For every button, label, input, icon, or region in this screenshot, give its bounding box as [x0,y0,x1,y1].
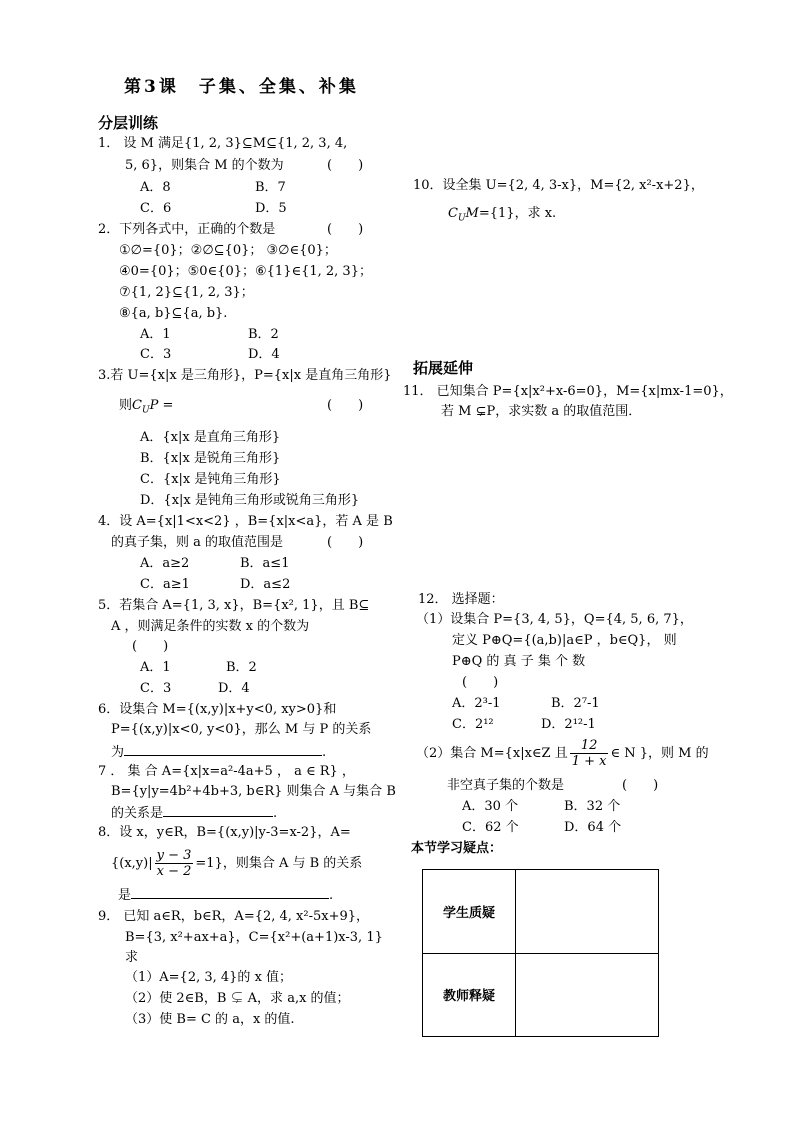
q1-answer-paren: ( ) [327,158,364,173]
q2-line5: ⑧{a, b}⊆{a, b}. [119,306,228,321]
q12-fraction: $\frac{12}{1 + x}$ [571,738,607,769]
q3-option-a: A．{x|x 是直角三角形} [140,430,281,445]
q12-part2-line2: 非空真子集的个数是 [447,778,565,793]
q3-answer-paren: ( ) [327,398,364,413]
q12-part1-paren: ( ) [462,675,499,690]
q9-sub1: （1）A={2, 3, 4}的 x 值； [125,970,293,985]
q9-sub2: （2）使 2∈B，B ⊊ A，求 a,x 的值； [125,991,350,1006]
q3-complement-expr: 则$C_UP$ = [119,398,174,416]
q12-part1-option-d: D．2¹²-1 [541,717,596,732]
section-heading-practice: 分层训练 [98,114,159,132]
student-question-label: 学生质疑 [423,870,516,954]
teacher-answer-label: 教师释疑 [423,953,516,1037]
q12-part2-line1: （2）集合 M={x|x∈Z 且 $\frac{12}{1 + x}$ ∈ N }，则 M 的 [416,738,709,769]
q3-line1: 3.若 U={x|x 是三角形}，P={x|x 是直角三角形} [98,368,392,383]
q1-option-d: D．5 [255,201,287,216]
q8-line2: {(x,y)| $\frac{y - 3}{x - 2}$ =1}，则集合 A 与 B 的关系 [111,848,363,879]
q2-line3: ④0={0}；⑤0∈{0}；⑥{1}∈{1, 2, 3}； [119,264,372,279]
q4-line2: 的真子集，则 a 的取值范围是 [111,535,284,550]
q2-option-c: C．3 [140,347,172,362]
q1-option-b: B．7 [255,180,286,195]
q3-option-c: C．{x|x 是钝角三角形} [140,472,281,487]
section-heading-extend: 拓展延伸 [413,359,474,377]
q4-option-d: D．a≤2 [240,577,291,592]
q1-line1: 1． 设 M 满足{1, 2, 3}⊆M⊆{1, 2, 3, 4, [98,136,348,151]
q12-part1-line2: 定义 P⊕Q={(a,b)|a∈P ，b∈Q}， 则 [452,633,677,648]
q6-line3: 为 . [111,741,326,763]
q5-option-a: A．1 [140,660,171,675]
q5-option-b: B．2 [226,660,257,675]
q12-part1-option-c: C．2¹² [452,717,494,732]
q7-line3: 的关系是 . [111,802,277,824]
q5-line1: 5．若集合 A={1, 3, x}，B={x², 1}，且 B⊆ [98,598,370,613]
q11-line1: 11． 已知集合 P={x|x²+x-6=0}，M={x|mx-1=0}， [403,384,733,399]
q7-line1: 7 ． 集 合 A={x|x=a²-4a+5 ， a ∈ R} ， [98,764,355,779]
q11-line2: 若 M ⊊P，求实数 a 的取值范围． [441,404,642,419]
q5-option-c: C．3 [140,681,172,696]
q9-sub3: （3）使 B= C 的 a，x 的值. [125,1012,295,1027]
teacher-answer-cell[interactable] [516,953,659,1037]
q12-part2-option-c: C．62 个 [462,820,519,835]
q4-line1: 4．设 A={x|1<x<2} ，B={x|x<a}，若 A 是 B [98,514,393,529]
q4-answer-paren: ( ) [327,535,364,550]
q12-heading: 12． 选择题： [418,592,504,607]
q2-option-b: B．2 [248,327,279,342]
q2-option-d: D．4 [248,347,280,362]
q1-option-a: A．8 [140,180,171,195]
q9-line3: 求 [125,950,139,965]
q3-option-d: D．{x|x 是钝角三角形或锐角三角形} [140,493,360,508]
q12-part1-line1: （1）设集合 P={3, 4, 5}，Q={4, 5, 6, 7}， [416,612,693,627]
q9-line2: B={3, x²+ax+a}，C={x²+(a+1)x-3, 1} [125,930,383,945]
q7-line2: B={y|y=4b²+4b+3, b∈R} 则集合 A 与集合 B [111,784,396,799]
q5-option-d: D．4 [218,681,250,696]
doubts-table [422,869,659,1037]
q1-line2: 5, 6}，则集合 M 的个数为 [125,158,284,173]
q8-fraction: $\frac{y - 3}{x - 2}$ [156,848,192,879]
q5-line2: A ，则满足条件的实数 x 的个数为 [111,619,310,634]
q2-line2: ①∅={0}；②∅⊆{0}； ③∅∈{0}； [119,243,337,258]
q8-line3: 是 . [118,884,333,906]
q12-part2-option-a: A．30 个 [462,799,519,814]
q12-part1-line3: P⊕Q 的 真 子 集 个 数 [452,654,586,669]
q12-part1-option-b: B．2⁷-1 [551,696,600,711]
q12-part2-paren: ( ) [622,778,659,793]
q4-option-b: B．a≤1 [240,556,290,571]
q12-part2-option-b: B．32 个 [564,799,621,814]
q2-option-a: A．1 [140,327,171,342]
q1-option-c: C．6 [140,201,172,216]
page-title: 第3课 子集、全集、补集 [124,77,359,97]
q12-part1-option-a: A．2³-1 [452,696,501,711]
q12-part2-option-d: D．64 个 [564,820,622,835]
q6-line2: P={(x,y)|x<0, y<0}，那么 M 与 P 的关系 [111,722,372,737]
q10-line2: $C_UM=\{1\}$，求 x. [448,206,557,224]
q4-option-a: A．a≥2 [140,556,190,571]
q4-option-c: C．a≥1 [140,577,190,592]
q2-line1: 2．下列各式中，正确的个数是 [98,222,276,237]
q8-line1: 8．设 x，y∈R，B={(x,y)|y-3=x-2}，A= [98,825,351,840]
q3-option-b: B．{x|x 是锐角三角形} [140,451,281,466]
section-heading-doubts: 本节学习疑点： [411,841,503,856]
q10-line1: 10．设全集 U={2, 4, 3-x}，M={2, x²-x+2}， [413,178,704,193]
q2-answer-paren: ( ) [327,222,364,237]
q5-answer-paren: ( ) [132,639,169,654]
student-question-cell[interactable] [516,870,659,954]
q9-line1: 9． 已知 a∈R，b∈R，A={2, 4, x²-5x+9}， [98,909,370,924]
q2-line4: ⑦{1, 2}⊆{1, 2, 3}； [119,285,254,300]
q6-line1: 6．设集合 M={(x,y)|x+y<0, xy>0}和 [98,702,337,717]
